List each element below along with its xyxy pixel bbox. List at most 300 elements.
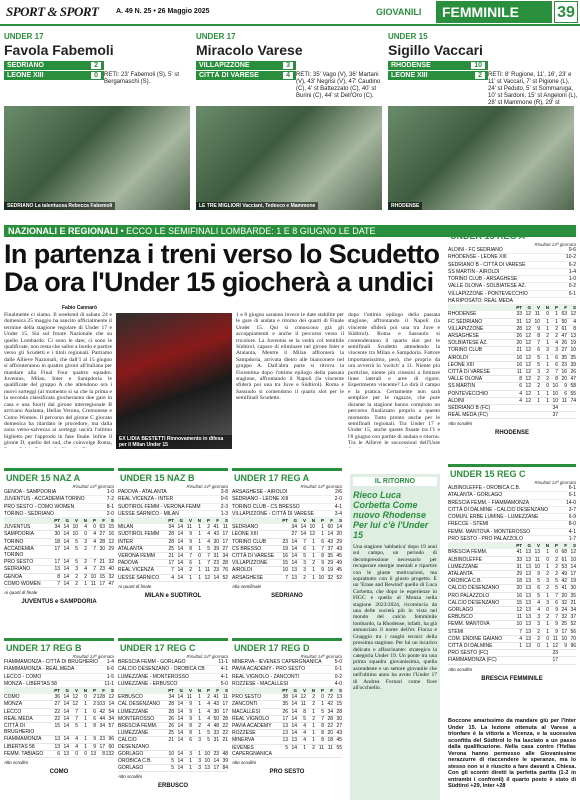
ritorno-headline: Rieco Luca Corbetta Come nuovo Rhodense Per lui c'è l'Under 15 — [353, 490, 429, 540]
stat-cell: 4 — [75, 743, 78, 750]
match-score: 0-2 — [568, 283, 576, 290]
stat-cell: 27 — [561, 347, 567, 354]
stat-cell: 12 — [525, 318, 531, 325]
stat-cell: 17 — [222, 531, 228, 538]
stat-cell: 3 — [546, 599, 549, 606]
stat-cell: 34 — [168, 524, 174, 531]
stat-cell: 13 — [525, 607, 531, 613]
stat-cell: 14 — [177, 701, 183, 708]
result-row — [4, 504, 114, 511]
team-name: CALCIO DESENZANO — [448, 585, 500, 592]
stat-cell: 13 — [525, 599, 531, 606]
standings-row — [448, 319, 576, 326]
stat-cell: 17 — [570, 570, 576, 577]
stat-cell: 4 — [84, 524, 87, 531]
team-name: SEDRIANO — [7, 62, 44, 69]
match-score: 8-1 — [106, 503, 114, 510]
stat-cell: 14 — [177, 715, 183, 722]
stat-cell: 3 — [198, 737, 201, 744]
standings-row — [448, 333, 576, 340]
stat-cell: 15 — [54, 723, 60, 729]
team-name: SEDRIANO B (FC) — [448, 405, 491, 412]
stat-cell: 9 — [189, 715, 192, 722]
standings-row — [118, 709, 228, 716]
table-under15-reg-a — [448, 226, 576, 462]
stat-cell: 0 — [546, 635, 549, 642]
stat-cell: 10 — [570, 347, 576, 354]
stat-cell: 15 — [108, 524, 114, 531]
stat-cell: 14 — [291, 723, 297, 729]
stat-cell: 1 — [546, 621, 549, 628]
stat-cell: 2 — [84, 559, 87, 566]
box-winner: ERBUSCO — [157, 783, 188, 790]
stat-cell: 49 — [561, 570, 567, 577]
stat-cell: 21 — [570, 599, 576, 606]
stat-cell: 14 — [63, 559, 69, 566]
stat-cell: 28 — [516, 325, 522, 332]
stat-cell: 0 — [546, 311, 549, 318]
stat-cell: 17 — [213, 765, 219, 772]
standings-row — [118, 553, 228, 560]
stat-cell: 10 — [318, 574, 324, 581]
stat-cell: 14 — [570, 563, 576, 570]
match: PADOVA - ATALANTA — [118, 489, 167, 495]
stat-cell: 7 — [555, 614, 558, 621]
stat-cell: 5 — [75, 559, 78, 566]
standings-row — [4, 581, 114, 588]
match-score: 2-0 — [106, 510, 114, 517]
stat-cell: 1 — [84, 743, 87, 750]
stat-cell: 26 — [570, 369, 576, 375]
stat-cell: 31 — [516, 563, 522, 570]
stat-cell: 14 — [291, 701, 297, 708]
stat-cell: 23 — [99, 566, 105, 573]
stat-cell: 17 — [54, 559, 60, 566]
match: TORINO CLUB - ARSAGHESE — [448, 276, 518, 283]
stat-cell: 2 — [555, 556, 558, 563]
team-name: CAL DESENZANO — [118, 701, 161, 708]
stat-cell: 2 — [75, 580, 78, 587]
stat-cell: 14 — [177, 567, 183, 574]
standings-row — [232, 560, 342, 567]
stat-cell: 1 — [198, 531, 201, 538]
main-headline: In partenza i treni verso lo Scudetto Da ora l'Under 15 giocherà a undici — [4, 239, 440, 297]
team-name: REAL MEDA — [4, 715, 33, 722]
stat-cell: 12 — [204, 574, 210, 581]
stat-cell: 1 — [198, 560, 201, 567]
stat-cell: 19 — [327, 567, 333, 574]
stat-cell: 23 — [213, 567, 219, 574]
stat-cell: 8 — [189, 730, 192, 737]
team-name: ATALANTA — [448, 570, 473, 577]
stat-cell: 1 — [546, 563, 549, 570]
stat-cell — [558, 405, 567, 411]
team-name: GORLAGO — [118, 765, 144, 772]
stat-cell: 28 — [222, 715, 228, 722]
result-card — [388, 32, 578, 220]
standings-col-header: F — [564, 305, 567, 311]
stat-cell: 1 — [198, 715, 201, 722]
stat-cell: 13 — [63, 750, 69, 757]
result-row — [4, 659, 114, 666]
match-score: 10-2 — [565, 254, 576, 261]
match: ATALANTA - GORLAGO — [448, 492, 503, 499]
stat-cell: 48 — [222, 750, 228, 757]
stat-cell — [567, 650, 576, 656]
stat-cell: 13 — [525, 556, 531, 563]
stat-cell: 5 — [537, 592, 540, 599]
result-row — [448, 514, 576, 521]
stat-cell: 17 — [282, 715, 288, 722]
standings-col-header: V — [536, 305, 540, 311]
stat-cell: 3 — [189, 750, 192, 757]
standings-row — [448, 549, 576, 556]
team-name: FIAMMAMONZA — [4, 736, 42, 743]
stat-cell: 44 — [99, 715, 105, 722]
stat-cell: 49 — [336, 560, 342, 567]
team-name: CS BRESSO — [232, 545, 262, 552]
team-score: 0 — [91, 72, 101, 79]
match: BRESCIA FEMM. - FIAMMAMONZA — [448, 499, 530, 506]
match-score: 4-1 — [220, 673, 228, 680]
stat-cell: 1 — [198, 694, 201, 701]
stat-cell: 13 — [54, 743, 60, 750]
standings-row — [118, 730, 228, 737]
stat-cell: 14 — [63, 723, 69, 729]
stat-cell: 2 — [537, 383, 540, 390]
stat-cell: 3 — [75, 566, 78, 573]
standings-row — [232, 716, 342, 723]
standings-row — [448, 557, 576, 564]
stat-cell: 15 — [516, 599, 522, 606]
stat-cell: 31 — [213, 553, 219, 559]
stat-cell — [567, 657, 576, 663]
result-row — [448, 529, 576, 536]
stat-cell: 10 — [570, 556, 576, 563]
stat-cell: 13 — [534, 549, 540, 556]
result-row — [232, 674, 342, 681]
stat-cell: 2 — [555, 325, 558, 332]
standings-row — [448, 564, 576, 571]
stat-cell: 33 — [213, 730, 219, 737]
box-winner: RHODENSE — [494, 430, 529, 437]
box-subtitle: Risultati 14ª giornata — [534, 480, 576, 485]
stat-cell: 21 — [168, 737, 174, 744]
stat-cell: 20 — [516, 585, 522, 592]
team-name: ALDINI — [448, 397, 465, 404]
standings-row — [118, 716, 228, 723]
stat-cell: 1 — [84, 715, 87, 722]
stat-cell: 0 — [546, 607, 549, 613]
match-score: 5-0 — [334, 659, 342, 665]
standings-col-header: N — [311, 518, 315, 524]
stat-cell: 12 — [525, 354, 531, 361]
standings-row — [448, 355, 576, 362]
stat-cell: 5 — [171, 765, 174, 772]
stat-cell: 1 — [198, 701, 201, 708]
stat-cell: 32 — [108, 559, 114, 566]
stat-cell: 1 — [303, 744, 306, 751]
box-title: UNDER 17 REG C — [120, 643, 196, 653]
result-row — [448, 492, 576, 499]
standings-col-header: V — [536, 543, 540, 549]
issue-date: A. 49 N. 25 • 26 Maggio 2025 — [116, 8, 210, 15]
match: VILLAPIZZONE - CITTÀ DI VARESE — [232, 510, 314, 517]
stat-cell: 1 — [555, 318, 558, 325]
league-table — [118, 638, 228, 802]
match-score: 1-0 — [106, 489, 114, 495]
match: ROZZESE - MACALLESI — [232, 680, 289, 687]
stat-cell: 2 — [546, 614, 549, 621]
team-name: LEONE XIII — [7, 72, 44, 79]
stat-cell: 12 — [525, 390, 531, 397]
stat-cell: 30 — [213, 708, 219, 715]
stat-cell: 1 — [555, 311, 558, 318]
stat-cell: 14 — [63, 573, 69, 580]
box-subtitle: Risultati 14ª giornata — [186, 484, 228, 489]
stat-cell: 6 — [303, 545, 306, 552]
stat-cell: 43 — [213, 531, 219, 538]
stat-cell: 34 — [570, 607, 576, 613]
team-name: GENOA — [4, 573, 23, 580]
match: LECCO - COMO — [4, 673, 42, 680]
standings-row — [118, 560, 228, 567]
match: PAVIA ACADEMY - PRO SESTO — [232, 666, 305, 673]
card-scorers: RETI: 23' Fabemoli (S), 5' st Bergamaschi (S). — [104, 72, 179, 85]
stat-cell: 63 — [561, 311, 567, 318]
stat-cell: 0 — [546, 383, 549, 390]
standings-row — [118, 723, 228, 730]
stat-cell: 12 — [570, 311, 576, 318]
stat-cell: 1 — [189, 758, 192, 765]
match-score: 2-0 — [334, 496, 342, 503]
team-name: CALCIO DESENZANO — [118, 737, 150, 750]
standings-col-header: PT — [282, 688, 288, 694]
standings-row — [118, 701, 228, 708]
stat-cell: 13 — [54, 566, 60, 573]
box-winner: MILAN e SUDTIROL — [144, 592, 202, 599]
stat-cell: 0 — [198, 553, 201, 559]
stat-cell: 23 — [552, 650, 558, 657]
stat-cell: 2 — [75, 573, 78, 580]
stat-cell: 30 — [54, 531, 60, 538]
stat-cell: 14 — [63, 736, 69, 743]
stat-cell: 23 — [282, 538, 288, 545]
stat-cell: 1 — [537, 390, 540, 397]
stat-cell: 12 — [525, 347, 531, 354]
stat-cell: 21 — [99, 559, 105, 566]
match-score: 4-0 — [334, 680, 342, 687]
stat-cell: 50 — [561, 318, 567, 325]
stat-cell: 4 — [519, 397, 522, 404]
stat-cell: 10 — [72, 531, 78, 538]
standings-row — [448, 600, 576, 607]
stat-cell: 27 — [54, 701, 60, 708]
stat-cell: 9 — [189, 538, 192, 545]
match: JUVENTUS - ACCADEMIA TORINO — [4, 496, 85, 503]
result-row — [4, 681, 114, 688]
standings-col-header: G — [65, 688, 69, 694]
match-score: 6-1 — [568, 492, 576, 499]
standings-row — [448, 376, 576, 383]
standings-row — [448, 621, 576, 628]
box-subtitle: Risultati 14ª giornata — [186, 654, 228, 659]
match: TORINO - SEDRIANO — [4, 510, 54, 517]
team-name: ALBINOLEFFE — [448, 556, 482, 563]
stat-cell: 24 — [561, 607, 567, 613]
stat-cell: 22 — [54, 715, 60, 722]
stat-cell: 6 — [321, 538, 324, 545]
stat-cell: 34 — [552, 405, 558, 412]
stat-cell — [567, 412, 576, 418]
match: ARSAGHESE - AIROLDI — [232, 489, 288, 495]
standings-col-header: G — [65, 518, 69, 524]
stat-cell: 4 — [303, 723, 306, 729]
stat-cell: 32 — [327, 574, 333, 581]
stat-cell: 43 — [213, 701, 219, 708]
stat-cell: 17 — [222, 708, 228, 715]
team-name: ARSAGHESE — [232, 574, 264, 581]
standings-row — [232, 539, 342, 546]
team-score: 10 — [471, 62, 485, 69]
team-name: SAMPDORIA — [4, 531, 35, 538]
stat-cell: 1 — [84, 580, 87, 587]
match: BRESCIA FEMM - GORLAGO — [118, 659, 186, 665]
stat-cell: 8 — [321, 737, 324, 744]
stat-cell: 70 — [570, 635, 576, 642]
photo-caption: LE TRE MIGLIORI Vacciani, Tedesco e Mammone — [196, 202, 318, 210]
team-name: SS MARTIN — [448, 383, 476, 390]
match: CITTÀ DI DALMINE - CALCIO DESENZANO — [448, 506, 549, 513]
team-name: SEDRIANO — [4, 566, 31, 573]
stat-cell: 14 — [291, 715, 297, 722]
stat-cell: 47 — [561, 332, 567, 339]
result-row — [448, 291, 576, 298]
team-name: ROZZESE — [232, 730, 256, 737]
standings-col-header: N — [545, 305, 549, 311]
article-column-2: 1 e 8 giugno saranno invece le date stabilite per le gare di andata e ritorno dei quarti di Finale Under 15. Qui si conoscono già gli accoppiamenti e anche il percorso verso il tricolore. La Juventus se la vedrà col temibile Südtirol, capace di eliminare nel girone Inter e Atalanta, Mentre il Milan affronterà la Sampdoria, arrivata dietro alle bianconere nel gruppo A. Dall'altra parte si ritrova la Fiorentina dopo l'ottimo epilogo della passata stagione, affrontando il Napoli (la vincente sfiderà poi una tra Juve e Südtirol). Roma e Sassuolo si contendono il quarto slot per le semifinali Scudetto. — [236, 312, 344, 402]
stat-cell: 25 — [168, 730, 174, 737]
stat-cell: 58 — [570, 383, 576, 390]
standings-col-header: S — [110, 518, 114, 524]
stat-cell: 72 — [327, 694, 333, 701]
standings-col-header: F — [216, 518, 219, 524]
stat-cell: 3 — [537, 621, 540, 628]
stat-cell: 17 — [222, 701, 228, 708]
result-row — [4, 511, 114, 518]
league-table — [118, 468, 228, 632]
box-winner: COMO — [49, 769, 69, 776]
standings-row — [448, 326, 576, 333]
stat-cell: 5 — [555, 578, 558, 585]
result-row — [232, 504, 342, 511]
team-name: VILLAPIZZONE — [448, 325, 484, 332]
match-score: 1-7 — [568, 536, 576, 543]
stat-cell: 2 — [198, 723, 201, 729]
stat-cell: 8 — [573, 325, 576, 332]
result-row — [232, 681, 342, 688]
result-row — [118, 489, 228, 496]
stat-cell: 13 — [525, 635, 531, 642]
stat-cell: 5 — [75, 723, 78, 729]
stat-cell: 8 — [102, 750, 105, 757]
stat-cell: 13 — [282, 723, 288, 729]
stat-cell: 63 — [99, 524, 105, 531]
standings-row — [448, 405, 576, 412]
stat-cell: 1 — [546, 318, 549, 325]
stat-cell: 19 — [570, 578, 576, 585]
stat-cell: 7 — [321, 545, 324, 552]
team-name: SOLBIATESE AZ. — [448, 340, 488, 347]
ritorno-kicker: IL RITORNO — [353, 477, 437, 486]
standings-col-header: PT — [516, 543, 522, 549]
result-row — [448, 283, 576, 290]
stat-cell: 21 — [516, 347, 522, 354]
team-name: TORINO — [4, 538, 24, 545]
standings-row — [448, 607, 576, 614]
stat-cell: 1 — [198, 708, 201, 715]
stat-cell: 9 — [189, 708, 192, 715]
stat-cell: 9 — [321, 560, 324, 567]
standings-row — [118, 765, 228, 772]
match: FIAMMAMONZA - CITTÀ DI BRUGHERIO — [4, 659, 99, 665]
stat-cell: 17 — [552, 657, 558, 664]
standings-col-header: F — [564, 543, 567, 549]
standings-row — [232, 730, 342, 737]
stat-cell: 2 — [546, 585, 549, 592]
stat-cell: 1 — [312, 545, 315, 552]
team-score: 4 — [283, 72, 293, 79]
standings-row — [232, 546, 342, 553]
stat-cell: 28 — [222, 560, 228, 567]
stat-cell: 12 — [108, 694, 114, 701]
stat-cell: 17 — [99, 580, 105, 587]
team-name: ACCADEMIA TORINO — [4, 545, 34, 558]
stat-cell: 10 — [72, 524, 78, 531]
team-name: RHODENSE — [391, 62, 431, 69]
stat-cell: 27 — [99, 531, 105, 538]
stat-cell: 28 — [168, 708, 174, 715]
stat-cell: 13 — [282, 730, 288, 737]
stat-cell: 103 — [96, 701, 105, 708]
stat-cell: 3 — [555, 347, 558, 354]
team-name: OROBICA C.B. — [448, 578, 482, 585]
stat-cell: 2 — [312, 560, 315, 567]
kicker-section: NAZIONALI E REGIONALI — [8, 226, 118, 236]
standings-row — [4, 524, 114, 531]
stat-cell: 56 — [570, 628, 576, 635]
match: SEDRIANO - LEONE XIII — [232, 496, 289, 503]
stat-cell: 32 — [561, 614, 567, 621]
stat-cell: 12 — [525, 332, 531, 339]
stat-cell: 4 — [207, 708, 210, 715]
stat-cell: 38 — [282, 694, 288, 701]
stat-cell: 34 — [108, 715, 114, 722]
stat-cell: 10 — [309, 524, 315, 531]
standings-row — [4, 559, 114, 566]
match-score: 3-8 — [220, 489, 228, 495]
stat-cell: 1 — [312, 574, 315, 581]
team-photo — [388, 106, 574, 210]
standings-row — [4, 546, 114, 559]
stat-cell: 12 — [525, 361, 531, 368]
match: UESSE SARNICO - MILAN — [118, 510, 179, 517]
stat-cell: 9 — [555, 607, 558, 613]
team-name: CALCIO DESENZANO — [448, 599, 500, 606]
standings-row — [448, 340, 576, 347]
stat-cell: 4 — [519, 635, 522, 642]
team-name: LEONE XIII — [232, 531, 258, 538]
